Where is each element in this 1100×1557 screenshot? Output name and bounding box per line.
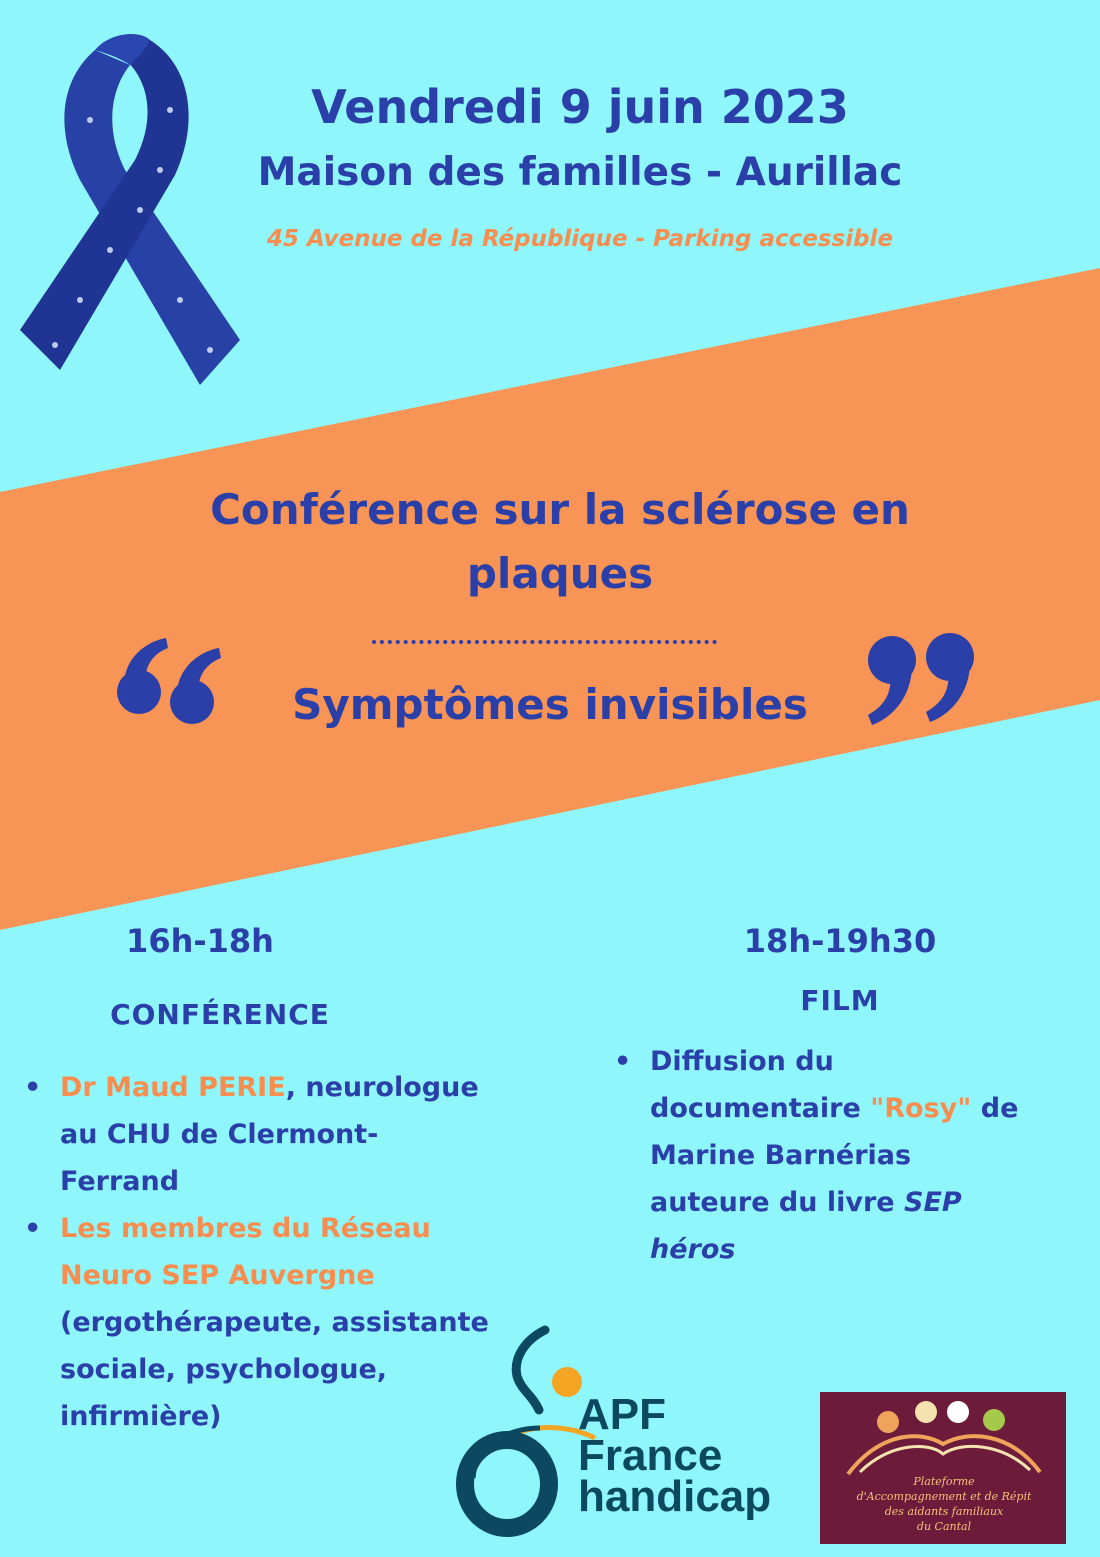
awareness-ribbon-icon [0, 10, 250, 400]
conference-time: 16h-18h [126, 922, 274, 960]
film-title: "Rosy" [870, 1093, 972, 1124]
conference-title-line2: plaques [466, 549, 654, 598]
film-description-list [612, 1038, 1032, 1273]
conference-speakers-list [22, 1064, 492, 1440]
list-item [24, 1205, 492, 1440]
bullet-icon: • [24, 1072, 42, 1103]
conference-label: CONFÉRENCE [110, 998, 330, 1031]
apf-logo-line2: France [578, 1431, 723, 1480]
film-time: 18h-19h30 [743, 922, 937, 960]
cantal-line4: du Cantal [916, 1520, 972, 1533]
film-text: Diffusion du documentaire [650, 1046, 871, 1124]
bullet-icon: • [614, 1046, 632, 1077]
conference-title-line1: Conférence sur la sclérose en [210, 485, 910, 534]
close-quote-icon [862, 625, 982, 735]
book-title: SEP héros [650, 1187, 962, 1265]
apf-logo-text [578, 1390, 772, 1521]
cantal-line1: Plateforme [913, 1475, 975, 1488]
network-name: Les membres du Réseau Neuro SEP Auvergne [60, 1213, 431, 1291]
list-item [614, 1038, 1032, 1273]
apf-logo-line3: handicap [578, 1472, 772, 1521]
event-address: 45 Avenue de la République - Parking accessible [266, 226, 894, 252]
apf-logo-line1: APF [578, 1390, 666, 1439]
event-venue: Maison des familles - Aurillac [257, 150, 903, 195]
bullet-icon: • [24, 1213, 42, 1244]
network-roles: (ergothérapeute, assistante sociale, psychologue, infirmière) [60, 1307, 489, 1432]
event-date: Vendredi 9 juin 2023 [311, 80, 849, 134]
cantal-line2: d'Accompagnement et de Répit [856, 1490, 1032, 1503]
conference-subtitle: Symptômes invisibles [292, 680, 808, 729]
film-label: FILM [800, 984, 880, 1017]
cantal-line3: des aidants familiaux [884, 1505, 1004, 1518]
conference-title [130, 478, 990, 606]
speaker-role: , neurologue au CHU de Clermont-Ferrand [60, 1072, 479, 1197]
dotted-divider [372, 640, 717, 644]
list-item [24, 1064, 492, 1205]
speaker-name: Dr Maud PERIE [60, 1072, 286, 1103]
film-text-author: de Marine Barnérias auteure du livre [650, 1093, 1019, 1218]
cantal-platform-text [830, 1474, 1058, 1534]
open-quote-icon [104, 630, 224, 740]
